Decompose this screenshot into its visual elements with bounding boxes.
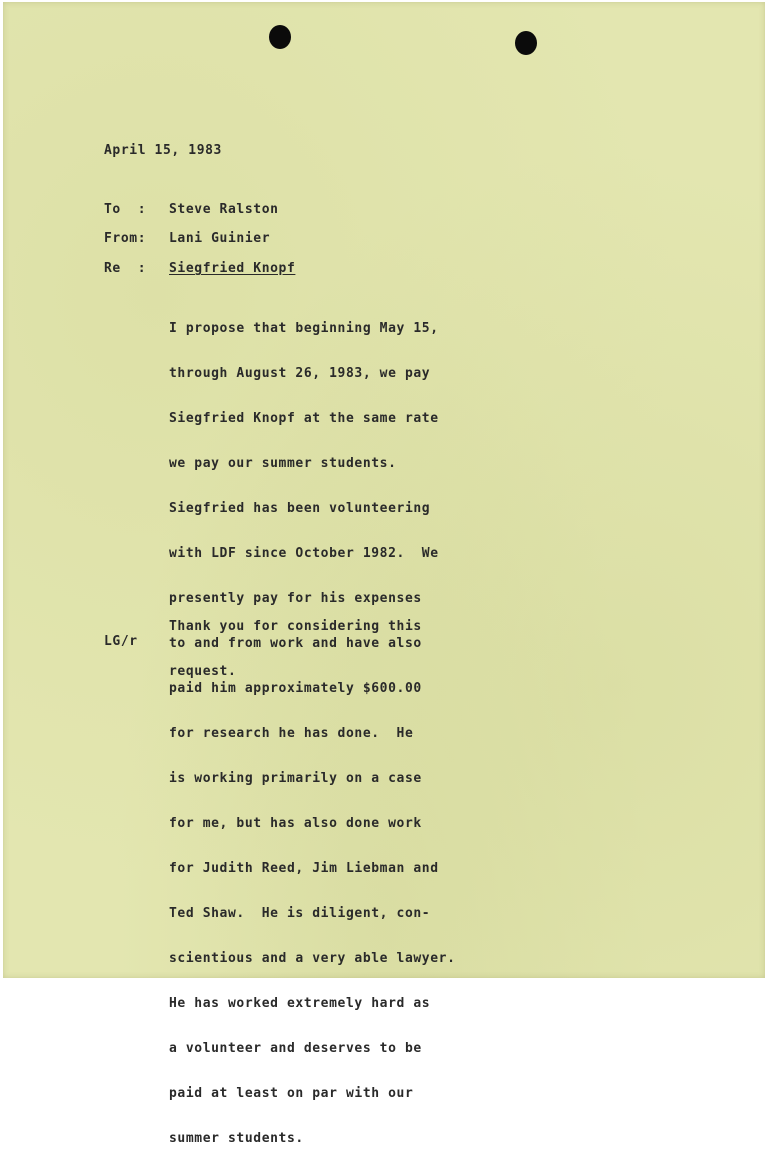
- body-line: through August 26, 1983, we pay: [169, 366, 431, 381]
- punch-hole-right: [515, 31, 537, 55]
- memo-closing: [169, 589, 422, 694]
- body-line: paid him approximately $600.00: [169, 681, 422, 696]
- body-line: Siegfried has been volunteering: [169, 501, 431, 516]
- from-sender: Lani Guinier: [169, 231, 271, 246]
- to-recipient: Steve Ralston: [169, 202, 279, 217]
- body-line: summer students.: [169, 1131, 304, 1146]
- re-subject: Siegfried Knopf: [169, 261, 296, 276]
- body-line: for Judith Reed, Jim Liebman and: [169, 861, 439, 876]
- body-line: scientious and a very able lawyer.: [169, 951, 456, 966]
- memo-body: [169, 291, 456, 1161]
- body-line: I propose that beginning May 15,: [169, 321, 439, 336]
- body-line: for me, but has also done work: [169, 816, 422, 831]
- body-line: for research he has done. He: [169, 726, 414, 741]
- body-line: a volunteer and deserves to be: [169, 1041, 422, 1056]
- memo-date: April 15, 1983: [104, 143, 222, 158]
- body-line: Siegfried Knopf at the same rate: [169, 411, 439, 426]
- punch-hole-left: [269, 25, 291, 49]
- closing-line: Thank you for considering this: [169, 619, 422, 634]
- body-line: presently pay for his expenses: [169, 591, 422, 606]
- re-label: Re :: [104, 261, 147, 276]
- body-line: we pay our summer students.: [169, 456, 397, 471]
- to-label: To :: [104, 202, 147, 217]
- closing-line: request.: [169, 664, 237, 679]
- typist-initials: LG/r: [104, 634, 138, 649]
- from-label: From:: [104, 231, 147, 246]
- body-line: Ted Shaw. He is diligent, con-: [169, 906, 431, 921]
- body-line: to and from work and have also: [169, 636, 422, 651]
- body-line: He has worked extremely hard as: [169, 996, 431, 1011]
- body-line: with LDF since October 1982. We: [169, 546, 439, 561]
- body-line: paid at least on par with our: [169, 1086, 414, 1101]
- body-line: is working primarily on a case: [169, 771, 422, 786]
